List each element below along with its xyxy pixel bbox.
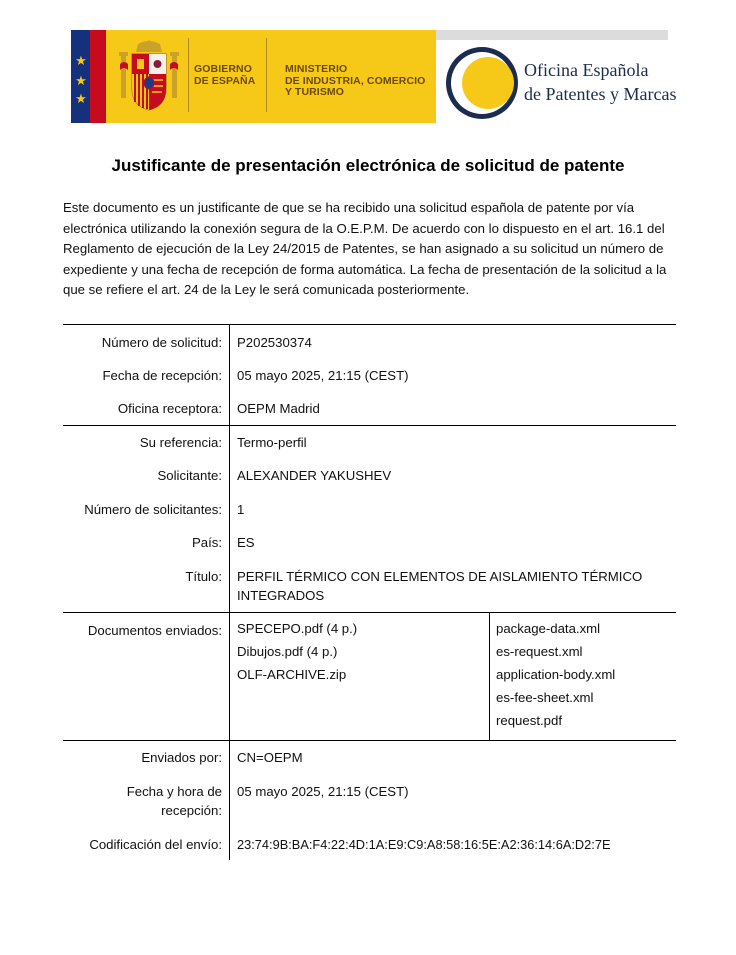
oficina-receptora-value: OEPM Madrid [237, 401, 320, 416]
oficina-receptora-label: Oficina receptora: [117, 401, 222, 416]
enviados-por-value: CN=OEPM [237, 750, 303, 765]
gobierno-de-espana-text [194, 64, 255, 87]
document-file: package-data.xml [496, 621, 601, 636]
star-icon: ★ [75, 91, 87, 106]
documents-column-divider [489, 612, 490, 740]
numero-solicitud-value: P202530374 [237, 335, 312, 350]
codificacion-label: Codificación del envío: [89, 837, 222, 852]
star-icon: ★ [75, 73, 87, 88]
fecha-hora-label-line-1: Fecha y hora de [126, 784, 222, 799]
gov-line-1: GOBIERNO [194, 63, 252, 75]
documentos-label: Documentos enviados: [87, 623, 222, 638]
gov-divider [188, 38, 189, 112]
oepm-name-line-1: Oficina Española [524, 60, 649, 80]
document-file: request.pdf [496, 713, 562, 728]
codificacion-value: 23:74:9B:BA:F4:22:4D:1A:E9:C9:A8:58:16:5E:A2:36:14:6A:D2:7E [237, 837, 611, 852]
solicitante-label: Solicitante: [157, 468, 222, 483]
document-file: es-fee-sheet.xml [496, 690, 594, 705]
fecha-hora-recepcion-value: 05 mayo 2025, 21:15 (CEST) [237, 784, 409, 799]
table-rule [63, 425, 676, 426]
fecha-hora-label-line-2: recepción: [161, 803, 222, 818]
oepm-logo-icon [445, 46, 519, 120]
ministry-text [285, 64, 425, 99]
oepm-header-bar [436, 30, 668, 40]
numero-solicitantes-value: 1 [237, 502, 245, 517]
document-file: OLF-ARCHIVE.zip [237, 667, 347, 682]
coat-of-arms-icon [118, 40, 180, 114]
star-icon: ★ [75, 53, 87, 68]
document-file: SPECEPO.pdf (4 p.) [237, 621, 358, 636]
ministry-line-3: Y TURISMO [285, 86, 345, 98]
documentos-right-list [496, 619, 615, 734]
table-rule [63, 612, 676, 613]
gov-line-2: DE ESPAÑA [194, 74, 256, 87]
oepm-name [524, 58, 676, 106]
document-title: Justificante de presentación electrónica de solicitud de patente [111, 156, 625, 175]
ministry-line-2: DE INDUSTRIA, COMERCIO [285, 74, 426, 87]
oepm-name-line-2: de Patentes y Marcas [524, 84, 677, 104]
document-file: application-body.xml [496, 667, 616, 682]
titulo-label: Título: [185, 569, 222, 584]
titulo-value: PERFIL TÉRMICO CON ELEMENTOS DE AISLAMIENTO TÉRMICO INTEGRADOS [237, 569, 643, 603]
document-file: Dibujos.pdf (4 p.) [237, 644, 338, 659]
solicitante-value: ALEXANDER YAKUSHEV [237, 468, 392, 483]
fecha-recepcion-label: Fecha de recepción: [102, 368, 222, 383]
intro-paragraph: Este documento es un justificante de que se ha recibido una solicitud española de patente por vía electrónica utilizando la conexión segura de la O.E.P.M. De acuerdo con lo dispuesto en el art. 16.1 del Reglamento de ejecución de la Ley 24/2015 de Patentes, se han asignado a su solicitud un número de expediente y una fecha de recepción de forma automática. La fecha de presentación de la solicitud a la que se refiere el art. 24 de la Ley le será comunicada posteriormente. [63, 200, 667, 297]
ministry-line-1: MINISTERIO [285, 63, 348, 75]
su-referencia-value: Termo-perfil [237, 435, 307, 450]
numero-solicitud-label: Número de solicitud: [101, 335, 222, 350]
numero-solicitantes-label: Número de solicitantes: [84, 502, 222, 517]
ministry-divider [266, 38, 267, 112]
documentos-left-list [237, 619, 357, 688]
su-referencia-label: Su referencia: [139, 435, 222, 450]
table-column-divider [229, 324, 230, 860]
fecha-hora-recepcion-label [127, 782, 222, 820]
enviados-por-label: Enviados por: [141, 750, 222, 765]
fecha-recepcion-value: 05 mayo 2025, 21:15 (CEST) [237, 368, 409, 383]
document-file: es-request.xml [496, 644, 583, 659]
table-rule [63, 324, 676, 325]
pais-value: ES [237, 535, 255, 550]
pais-label: País: [191, 535, 222, 550]
table-rule [63, 740, 676, 741]
